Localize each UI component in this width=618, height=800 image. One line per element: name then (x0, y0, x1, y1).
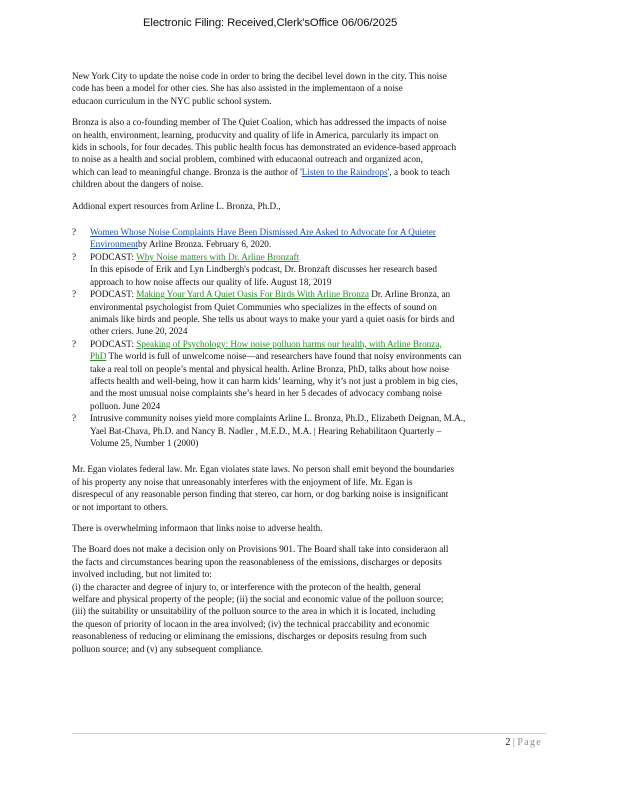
text-span: PODCAST: (90, 338, 137, 349)
text-line: Mr. Egan violates federal law. Mr. Egan violates state laws. No person shall emit beyond the boundaries (72, 464, 455, 475)
text-span: Dr. Arline Bronza, an (369, 289, 451, 300)
text-line: approach to how noise affects our quality of life. August 18, 2019 (90, 276, 332, 287)
bullet-glyph: ? (72, 413, 77, 424)
text-line: environmental psychologist from Quiet Communies who specializes in the effects of sound on (90, 301, 437, 312)
bullet-glyph: ? (72, 227, 77, 238)
text-line (90, 350, 552, 362)
link-speaking-of-psychology-podcast[interactable]: Speaking of Psychology: How noise polluon harms our health, with Arline Bronza, (136, 338, 442, 349)
document-body (72, 70, 552, 664)
text-span: by Arline Bronza. February 6, 2020. (137, 239, 272, 250)
text-line: animals like birds and people. She tells us about ways to make your yard a quiet oasis for birds and (90, 313, 455, 324)
text-span: PODCAST: (90, 251, 137, 262)
footer-divider (72, 733, 546, 734)
text-line: and the most unusual noise complaints she’s heard in her 5 decades of advocacy combang noise (90, 388, 442, 399)
text-line: kids in schools, for four decades. This public health focus has demonstrated an evidence-based approach (72, 142, 457, 153)
link-quiet-oasis-birds-podcast[interactable]: Making Your Yard A Quiet Oasis For Birds With Arline Bronza (136, 289, 369, 300)
bullet-glyph: ? (72, 338, 77, 349)
text-line (90, 226, 552, 238)
link-listen-to-the-raindrops[interactable]: Listen to the Raindrops (301, 166, 388, 177)
text-line: Bronza is also a co-founding member of The Quiet Coalion, which has addressed the impacts of noise (72, 117, 447, 128)
text-line: (i) the character and degree of injury to, or interference with the protecon of the health, general (72, 581, 421, 592)
page-number: 2 (505, 737, 511, 748)
text-span: which can lead to meaningful change. Bronza is the author of ' (72, 166, 302, 177)
text-line (90, 338, 552, 350)
link-why-noise-matters-podcast[interactable]: Why Noise matters with Dr. Arline Bronzaft (136, 251, 300, 262)
link-women-noise-complaints[interactable]: Women Whose Noise Complaints Have Been Dismissed Are Asked to Advocate for A Quieter (90, 227, 436, 238)
link-speaking-of-psychology-podcast-cont[interactable]: PhD (90, 351, 107, 362)
text-line (72, 166, 552, 178)
footer-separator: | (512, 737, 515, 748)
text-line: involved including, but not limited to: (72, 569, 212, 580)
paragraph-board-considerations (72, 543, 552, 655)
filing-header: Electronic Filing: Received,Clerk'sOffice 06/06/2025 (143, 17, 398, 29)
text-line: code has been a model for other cies. She has also assisted in the implementaon of a noise (72, 83, 403, 94)
resources-intro: Addional expert resources from Arline L. Bronza, Ph.D., (72, 200, 281, 211)
list-item (72, 226, 552, 251)
list-item (72, 251, 552, 288)
text-line (90, 288, 552, 300)
text-line: (iii) the suitability or unsuitability of the polluon source to the area in which it is located, including (72, 606, 436, 617)
paragraph-health-info (72, 522, 552, 534)
text-line: affects health and well-being, how it can harm kids’ learning, why it’s not just a problem in big cies, (90, 375, 458, 386)
text-line: There is overwhelming informaon that links noise to adverse health. (72, 523, 323, 533)
text-line: disrespecul of any reasonable person finding that stereo, car horn, or dog barking noise is insignificant (72, 489, 449, 500)
text-line: other criers. June 20, 2024 (90, 326, 188, 337)
text-span: PODCAST: (90, 289, 137, 300)
text-line: In this episode of Erik and Lyn Lindbergh's podcast, Dr. Bronzaft discusses her research based (90, 264, 437, 275)
page-label: Page (517, 737, 542, 748)
bullet-glyph: ? (72, 289, 77, 300)
text-line: polluon. June 2024 (90, 400, 161, 411)
list-item (72, 288, 552, 338)
resources-list (72, 226, 552, 449)
list-item (72, 338, 552, 412)
text-line: welfare and physical property of the people; (ii) the social and economic value of the polluon source; (72, 594, 444, 605)
text-line: of his property any noise that unreasonably interferes with the enjoyment of life. Mr. Egan is (72, 476, 413, 487)
text-line: the queson of priority of locaon in the area involved; (iv) the technical praccability and economic (72, 618, 430, 629)
text-line: the facts and circumstances bearing upon the reasonableness of the emissions, discharges or deposits (72, 556, 442, 567)
text-line (90, 238, 552, 250)
paragraph-quiet-coalition (72, 116, 552, 190)
paragraph-violations (72, 463, 552, 513)
text-line: reasonableness of reducing or eliminang the emissions, discharges or deposits resulng from such (72, 631, 427, 642)
text-line: Volume 25, Number 1 (2000) (90, 437, 199, 448)
page-footer (505, 737, 542, 748)
text-line: on health, environment, learning, producvity and quality of life in America, parcularly its impact on (72, 129, 439, 140)
list-item (72, 412, 552, 449)
text-line: Intrusive community noises yield more complaints Arline L. Bronza, Ph.D., Elizabeth Deignan, M.A., (90, 413, 466, 424)
text-line: New York City to update the noise code in order to bring the decibel level down in the city. This noise (72, 71, 447, 81)
text-line: educaon curriculum in the NYC public school system. (72, 95, 272, 106)
text-line: or not important to others. (72, 501, 169, 512)
text-span: ', a book to teach (387, 166, 450, 177)
text-line (90, 251, 552, 263)
text-line: children about the dangers of noise. (72, 179, 204, 190)
link-women-noise-complaints-cont[interactable]: Environment (90, 239, 138, 250)
text-span: The world is full of unwelcome noise—and researchers have found that noisy environments can (106, 351, 462, 362)
text-line: Yael Bat-Chava, Ph.D. and Nancy B. Nadler , M.E.D., M.A. | Hearing Rehabilitaon Quarterly – (90, 425, 442, 436)
paragraph-noise-code (72, 70, 552, 107)
text-line: to noise as a health and social problem, combined with educaonal outreach and organized acon, (72, 154, 423, 165)
text-line: The Board does not make a decision only on Provisions 901. The Board shall take into consideraon all (72, 544, 449, 555)
text-line: take a real toll on people’s mental and physical health. Arline Bronza, PhD, talks about how noise (90, 363, 449, 374)
text-line: polluon source; and (v) any subsequent compliance. (72, 643, 264, 654)
bullet-glyph: ? (72, 251, 77, 262)
